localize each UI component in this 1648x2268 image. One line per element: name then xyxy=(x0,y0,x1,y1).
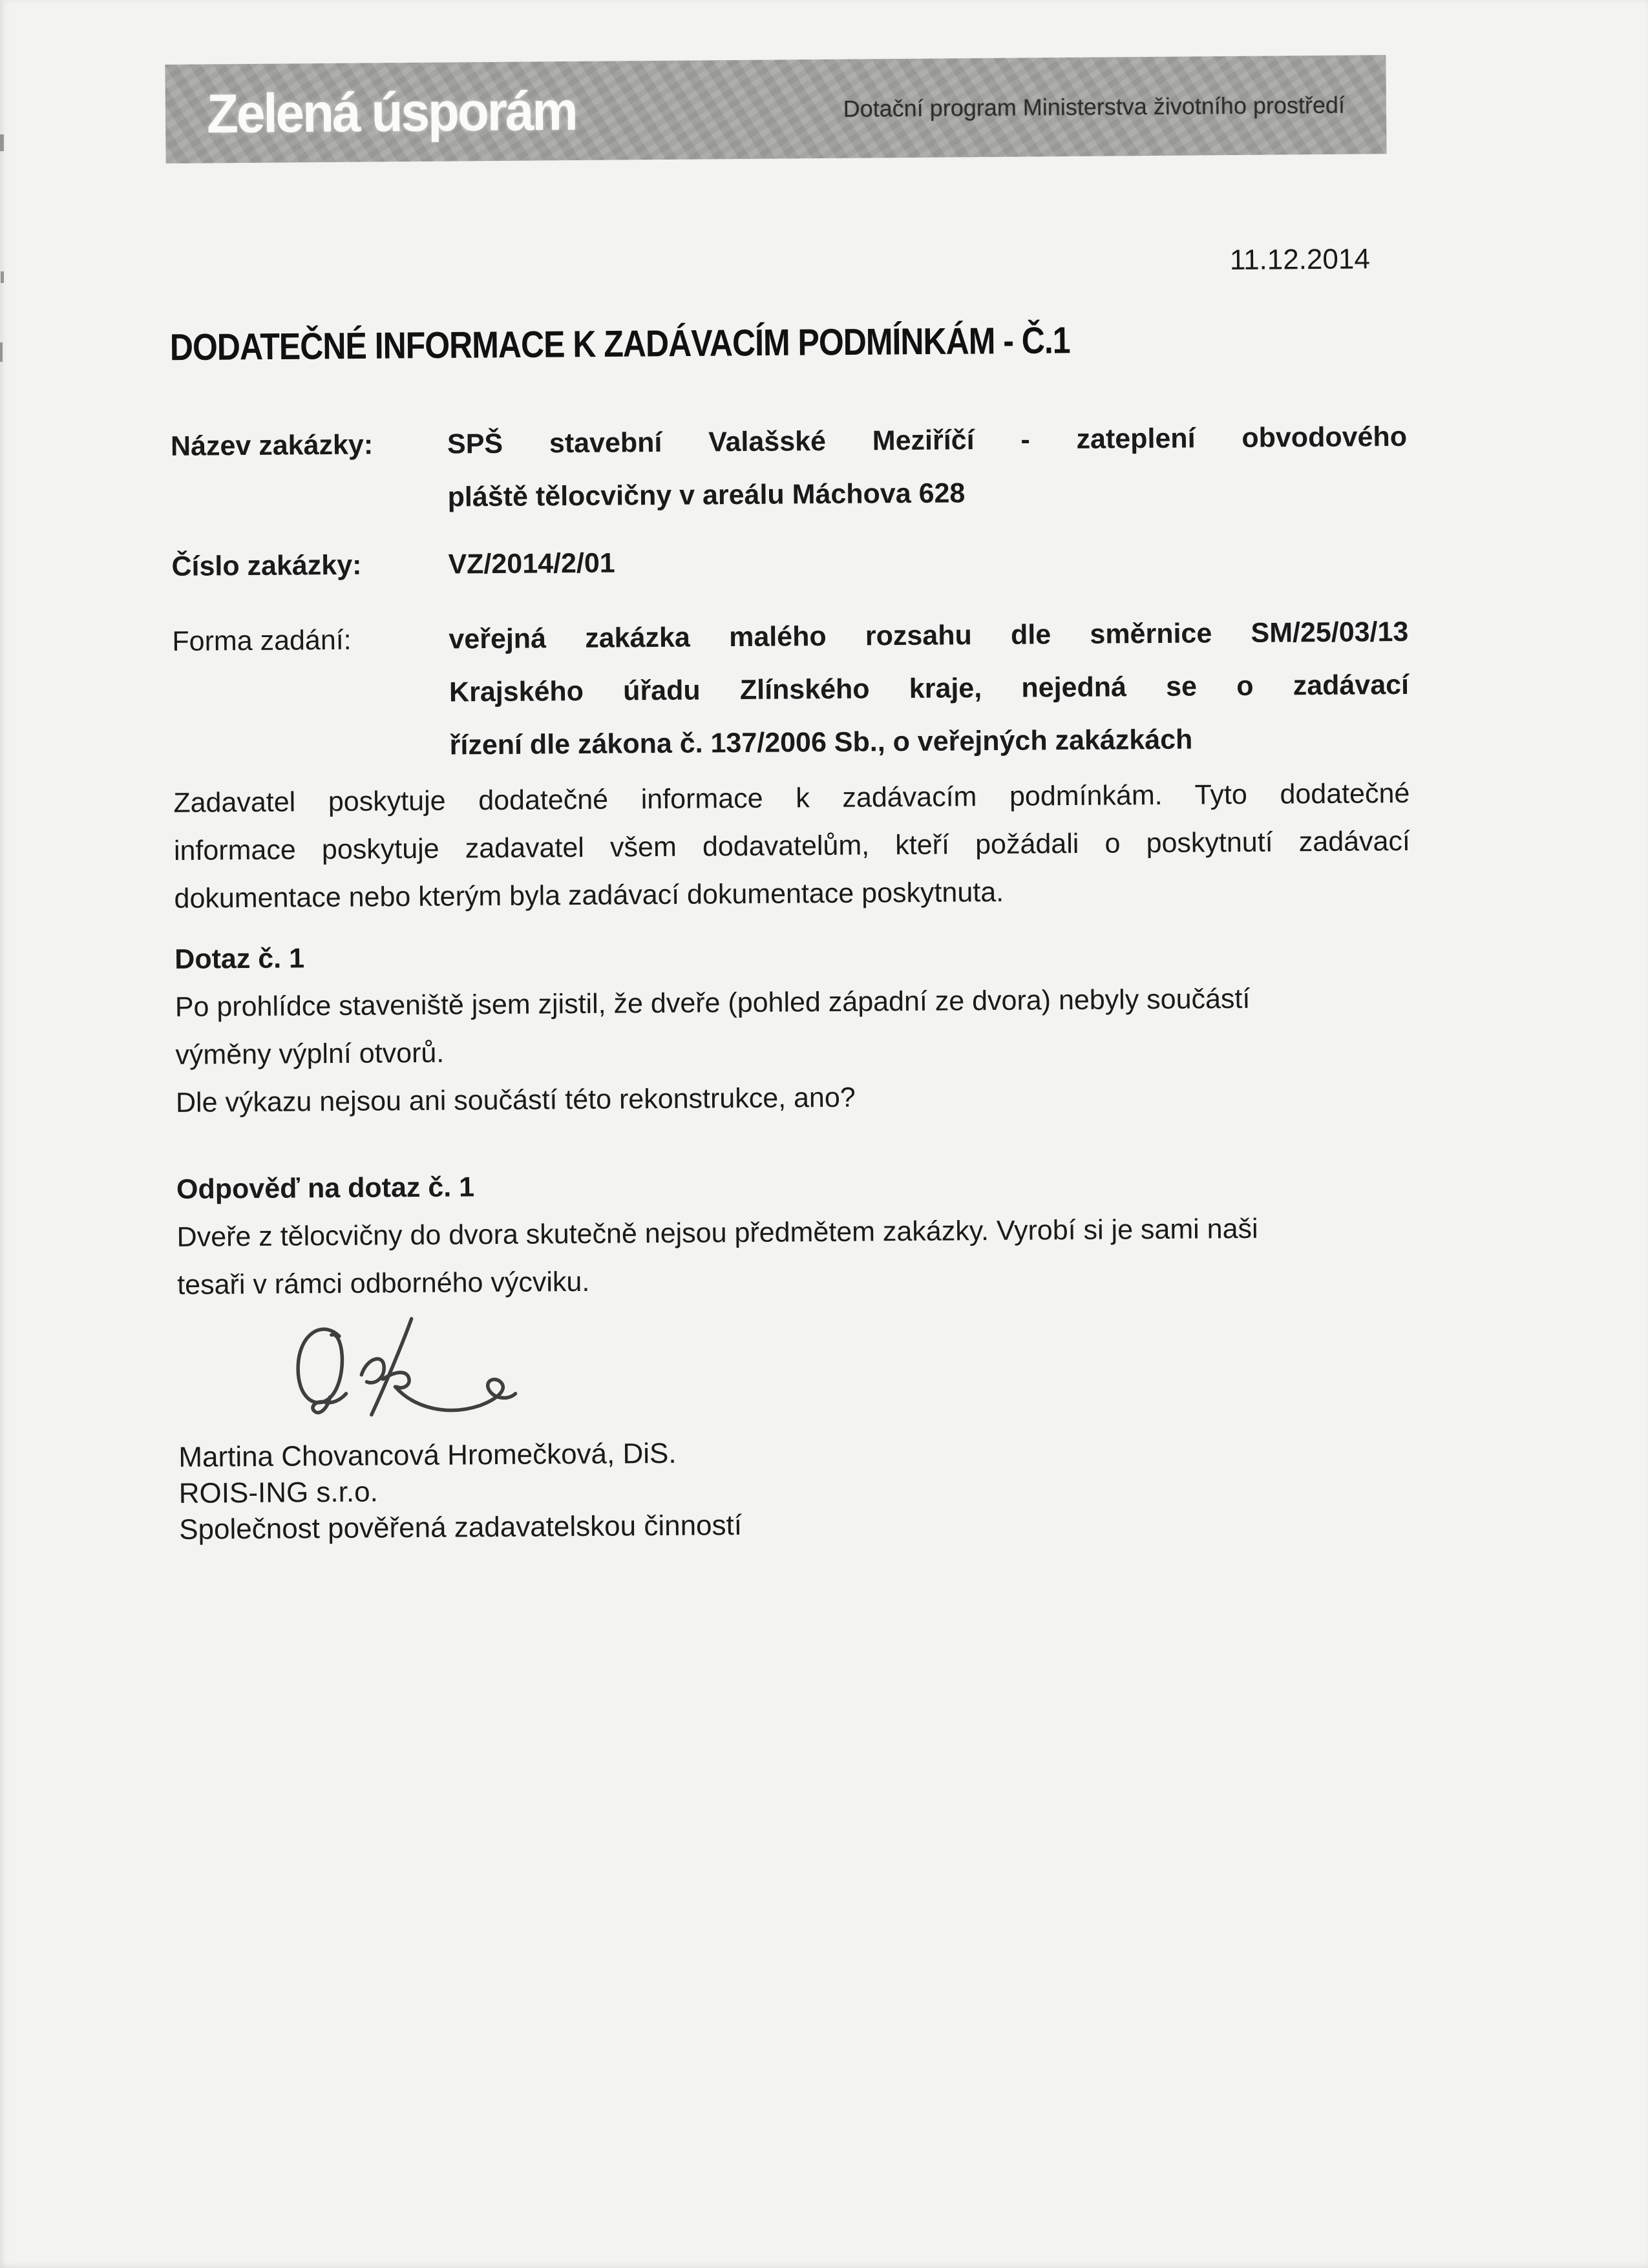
question-block xyxy=(174,926,1412,1127)
field-forma-zadani xyxy=(172,605,1410,761)
field-label: Forma zadání: xyxy=(172,624,352,657)
field-value-line: Krajského úřadu Zlínského kraje, nejedná se o zadávací xyxy=(449,669,1410,708)
signatory-name: Martina Chovancová Hromečková, DiS. xyxy=(178,1437,677,1473)
question-line: Po prohlídce staveniště jsem zjistil, že dveře (pohled západní ze dvora) nebyly součástí xyxy=(174,983,1251,1023)
answer-line: Dveře z tělocvičny do dvora skutečně nejsou předmětem zakázky. Vyrobí si je sami naši xyxy=(176,1213,1258,1253)
field-value-line: VZ/2014/2/01 xyxy=(448,547,615,580)
paragraph-line: Zadavatel poskytuje dodatečné informace k zadávacím podmínkám. Tyto dodatečné xyxy=(173,777,1410,819)
field-value-line: řízení dle zákona č. 137/2006 Sb., o veřejných zakázkách xyxy=(449,724,1193,761)
field-label: Číslo zakázky: xyxy=(171,549,362,582)
answer-line: tesaři v rámci odborného výcviku. xyxy=(177,1266,590,1301)
zelena-usporam-logo: Zelená úsporám xyxy=(206,79,576,144)
paragraph-line: dokumentace nebo kterým byla zadávací dokumentace poskytnuta. xyxy=(174,876,1004,914)
signatory-role: Společnost pověřená zadavatelskou činností xyxy=(179,1509,743,1546)
field-cislo-zakazky xyxy=(171,530,1408,582)
signatory-block xyxy=(178,1430,1415,1548)
document-date: 11.12.2014 xyxy=(1229,243,1371,277)
field-label: Název zakázky: xyxy=(170,429,374,462)
field-value-line: veřejná zakázka malého rozsahu dle směrnice SM/25/03/13 xyxy=(449,616,1409,655)
question-line: Dle výkazu nejsou ani součástí této rekonstrukce, ano? xyxy=(175,1082,856,1118)
answer-block xyxy=(176,1156,1414,1309)
page-title: DODATEČNÉ INFORMACE K ZADÁVACÍM PODMÍNKÁM - Č.1 xyxy=(169,319,1070,369)
program-subtitle: Dotační program Ministerstva životního prostředí xyxy=(843,91,1346,122)
field-value xyxy=(449,605,1410,772)
field-value xyxy=(448,530,1408,591)
intro-paragraph xyxy=(173,770,1411,923)
program-banner xyxy=(165,55,1386,163)
signature-image xyxy=(285,1316,525,1433)
question-line: výměny výplní otvorů. xyxy=(175,1037,445,1071)
paragraph-line: informace poskytuje zadavatel všem dodavatelům, kteří požádali o poskytnutí zadávací xyxy=(173,825,1411,866)
answer-heading: Odpověď na dotaz č. 1 xyxy=(176,1171,475,1205)
signatory-company: ROIS-ING s.r.o. xyxy=(178,1476,379,1509)
field-value-line: SPŠ stavební Valašské Meziříčí - zateplení obvodového xyxy=(447,421,1408,460)
question-heading: Dotaz č. 1 xyxy=(174,943,305,975)
field-value xyxy=(447,410,1408,524)
field-nazev-zakazky xyxy=(170,410,1408,513)
field-value-line: pláště tělocvičny v areálu Máchova 628 xyxy=(447,478,966,513)
